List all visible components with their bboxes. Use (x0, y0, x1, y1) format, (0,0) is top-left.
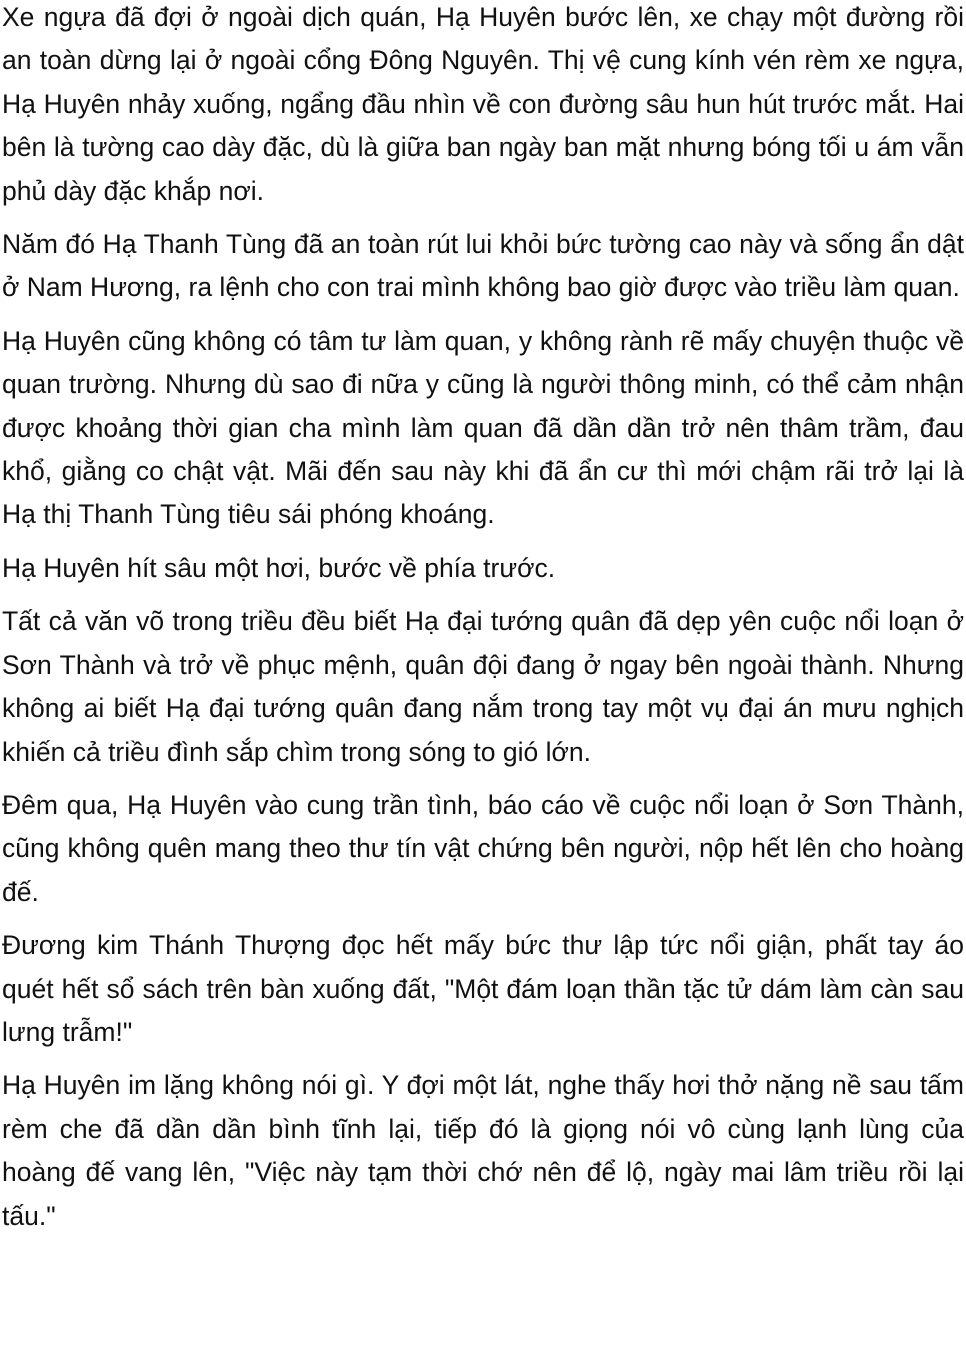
paragraph-4: Hạ Huyên hít sâu một hơi, bước về phía trước. (2, 552, 556, 583)
paragraph-2: Năm đó Hạ Thanh Tùng đã an toàn rút lui khỏi bức tường cao này và sống ẩn dật ở Nam Hương, ra lệnh cho con trai mình không bao giờ được vào triều làm quan. (2, 229, 964, 303)
paragraph-7: Đương kim Thánh Thượng đọc hết mấy bức thư lập tức nổi giận, phất tay áo quét hết sổ sách trên bàn xuống đất, "Một đám loạn thần tặc tử dám làm càn sau lưng trẫm!" (2, 930, 964, 1047)
paragraph-5: Tất cả văn võ trong triều đều biết Hạ đại tướng quân đã dẹp yên cuộc nổi loạn ở Sơn Thành và trở về phục mệnh, quân đội đang ở ngay bên ngoài thành. Nhưng không ai biết Hạ đại tướng quân đang nắm trong tay một vụ đại án mưu nghịch khiến cả triều đình sắp chìm trong sóng to gió lớn. (2, 606, 964, 767)
paragraph-6: Đêm qua, Hạ Huyên vào cung trần tình, báo cáo về cuộc nổi loạn ở Sơn Thành, cũng không quên mang theo thư tín vật chứng bên người, nộp hết lên cho hoàng đế. (2, 789, 964, 907)
paragraph-8: Hạ Huyên im lặng không nói gì. Y đợi một lát, nghe thấy hơi thở nặng nề sau tấm rèm che đã dần dần bình tĩnh lại, tiếp đó là giọng nói vô cùng lạnh lùng của hoàng đế vang lên, "Việc này tạm thời chớ nên để lộ, ngày mai lâm triều rồi lại tấu." (2, 1070, 964, 1231)
paragraph-1: Xe ngựa đã đợi ở ngoài dịch quán, Hạ Huyên bước lên, xe chạy một đường rồi an toàn dừng lại ở ngoài cổng Đông Nguyên. Thị vệ cung kính vén rèm xe ngựa, Hạ Huyên nhảy xuống, ngẩng đầu nhìn về con đường sâu hun hút trước mắt. Hai bên là tường cao dày đặc, dù là giữa ban ngày ban mặt nhưng bóng tối u ám vẫn phủ dày đặc khắp nơi. (2, 2, 964, 206)
paragraph-3: Hạ Huyên cũng không có tâm tư làm quan, y không rành rẽ mấy chuyện thuộc về quan trường. Nhưng dù sao đi nữa y cũng là người thông minh, có thể cảm nhận được khoảng thời gian cha mình làm quan đã dần dần trở nên thâm trầm, đau khổ, giằng co chật vật. Mãi đến sau này khi đã ẩn cư thì mới chậm rãi trở lại là Hạ thị Thanh Tùng tiêu sái phóng khoáng. (2, 325, 964, 530)
